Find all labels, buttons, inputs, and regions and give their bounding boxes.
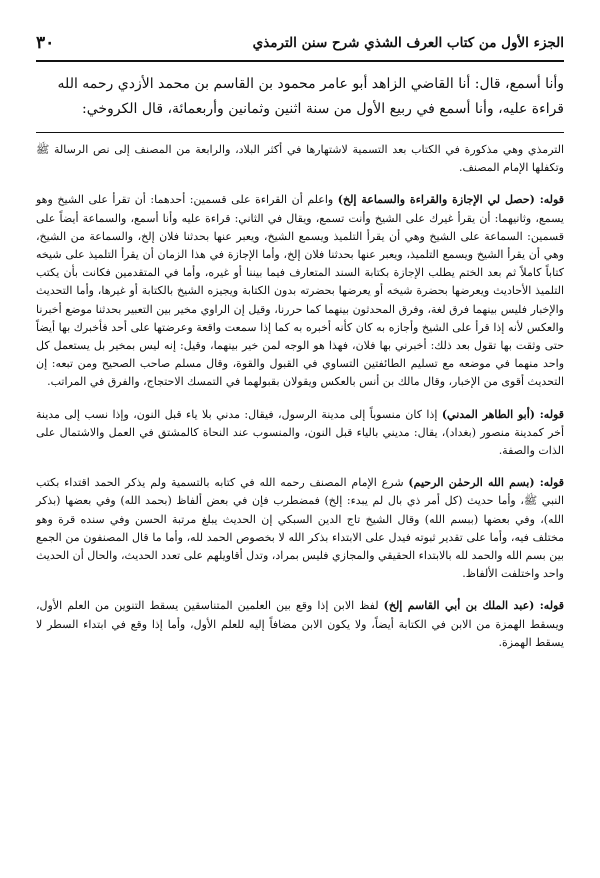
commentary-paragraph [36, 597, 564, 652]
commentary-divider [36, 132, 564, 133]
running-title: الجزء الأول من كتاب العرف الشذي شرح سنن الترمذي [252, 35, 564, 51]
paragraph-text: إذا كان منسوباً إلى مدينة الرسول، فيقال: مدني بلا ياء قبل النون، وإذا نسب إلى مدينة أخر كمدينة منصور (بغداد)، يقال: مديني بالياء قبل النون، والمنسوب عند النحاة كالمشتق في العمل والاشتمال على الذات والصفة. [36, 407, 564, 458]
commentary-paragraph [36, 406, 564, 461]
commentary-paragraph [36, 191, 564, 391]
paragraph-lead: قوله: (عبد الملك بن أبي القاسم إلخ) [383, 599, 564, 613]
commentary-paragraph [36, 141, 564, 177]
commentary-paragraph [36, 474, 564, 583]
main-text-line: قراءة عليه، وأنا أسمع في ربيع الأول من سنة اثنين وثمانين وأربعمائة، قال الكروخي: [82, 101, 564, 117]
page-header [36, 30, 564, 56]
main-text [36, 72, 564, 122]
paragraph-text: واعلم أن القراءة على قسمين: أحدهما: أن تقرأ على الشيخ وهو يسمع، وثانيهما: أن يقرأ غيرك على الشيخ وأنت تسمع، ويقال في الثاني: قراءة عليه وأنا أسمع، والسماعة أيضاً على قسمين: السماعة على الشيخ وهي أن يقرأ التلميذ ويسمع الشيخ، ويعبر عنها بحدثنا فلان إلخ، والسماعة من الشيخ، وهي أن يقرأ الشيخ ويسمع التلميذ، ويعبر عنها بحدثنا فلان إلخ، وأما الإجازة في هذا الزمان أن يقرأ التلميذ على شيخه كتاباً كاملاً ثم بعد الختم يطلب الإجازة بكتابة السند المتعارف فيما بيننا أو غيره، وأما في المتقدمين فكانت بأن يكتب التلميذ الأحاديث ويعرضها بحضرة شيخه أو يعرضها بحضرته بدون الكتابة ويجيزه الشيخ بالكتابة أو غيرها، وأما التحديث والإخبار فليس بينهما فرق لغة، وفرق المحدثون بينهما كما حررنا، وقيل إن الراوي مخير بين التعبير بحدثنا موضع أخبرنا والعكس لأنه إذا قرأ على الشيخ وأجازه به كان كأنه أخبره به كما إذا سمعت واقعة وعرضتها على أحد فأخبرك بها أيضاً حتى وثقت بها تقول بعد ذلك: أخبرني بها فلان، فهذا هو الوجه لمن خير بينهما، وقيل: إنه ليس بمخير بل يستعمل كل واحد منهما في موضعه مع تسليم الطائفتين التساوي في القبول والقوة، وقال مسلم صاحب الصحيح ومن تبعه: إن التحديث أقوى من الإخبار، وقال مالك بن أنس بالعكس ويقولان بقبولهما في التمسك الاحتجاج، والفرق في المراتب. [36, 193, 564, 389]
paragraph-text: لفظ الابن إذا وقع بين العلمين المتناسقين يسقط التنوين من العلم الأول، ويسقط الهمزة من الابن في الكتابة أيضاً، ولا يكون الابن مضافاً إليه للعلم الأول، وأما إذا وقع في ابتداء السطر لا يسقط الهمزة. [36, 599, 564, 649]
main-text-line: وأنا أسمع، قال: أنا القاضي الزاهد أبو عامر محمود بن القاسم بن محمد الأزدي رحمه الله [57, 76, 564, 92]
paragraph-lead: قوله: (حصل لي الإجازة والقراءة والسماعة إلخ) [337, 193, 564, 207]
paragraph-lead: قوله: (بسم الله الرحمٰن الرحيم) [408, 476, 564, 490]
paragraph-text: الترمذي وهي مذكورة في الكتاب بعد التسمية لاشتهارها في أكثر البلاد، والرابعة من المصنف إلى نص الرسالة ﷺ وتكفلها الإمام المصنف. [36, 143, 564, 175]
page-number: ٣٠ [36, 33, 55, 53]
paragraph-text: شرع الإمام المصنف رحمه الله في كتابه بالتسمية ولم يذكر الحمد اقتداء بكتب النبي ﷺ، وأما حديث (كل أمر ذي بال لم يبدء: إلخ) فمضطرب فإن في بعض ألفاظ (بحمد الله) وفي بعضها (بذكر الله)، وفي بعضها (ببسم الله) وقال الشيخ تاج الدين السبكي إن الحديث يبلغ مرتبة الحسن وفي سنده قرة وهو مختلف فيه، وأما على تقدير ثبوته فيدل على الابتداء بذكر الله لا بخصوص الحمد لله، وأما ما قال المصنفون من الجمع بين بسم الله والحمد لله بالابتداء الحقيقي والمجازي فليس بمراد، وتدل أقاويلهم على تعدد الحديث، والحال أن الحديث واحد واختلفت الألفاظ. [36, 476, 564, 581]
paragraph-lead: قوله: (أبو الطاهر المدني) [441, 407, 564, 421]
commentary [36, 141, 564, 652]
header-rule [36, 60, 564, 62]
